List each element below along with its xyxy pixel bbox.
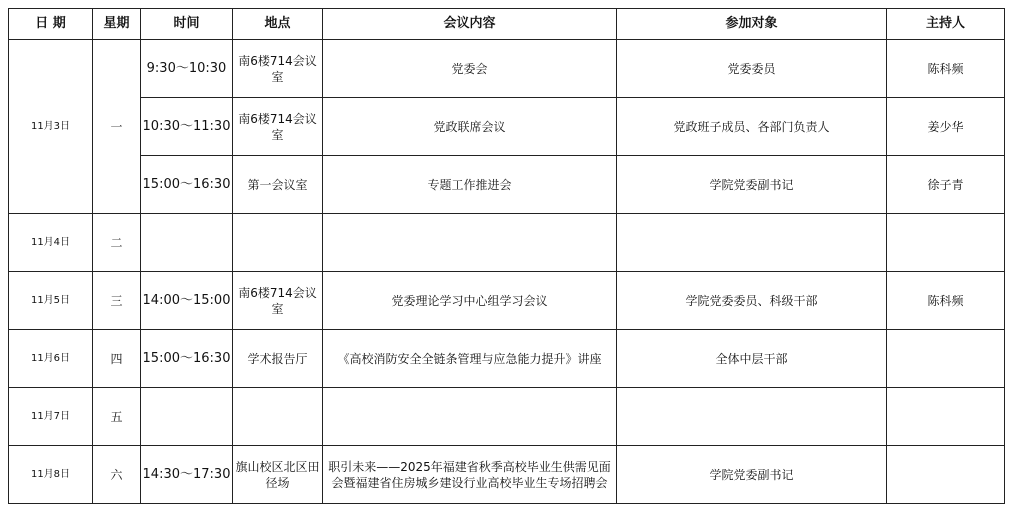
time-cell: 9:30～10:30 bbox=[141, 40, 233, 98]
participants-cell: 学院党委副书记 bbox=[617, 156, 887, 214]
host-cell bbox=[887, 388, 1005, 446]
participants-cell: 党政班子成员、各部门负责人 bbox=[617, 98, 887, 156]
location-cell: 旗山校区北区田径场 bbox=[233, 446, 323, 504]
table-row bbox=[9, 446, 1005, 504]
table-row bbox=[9, 272, 1005, 330]
header-time: 时间 bbox=[141, 9, 233, 40]
table-row bbox=[9, 98, 1005, 156]
header-weekday: 星期 bbox=[93, 9, 141, 40]
participants-cell: 学院党委副书记 bbox=[617, 446, 887, 504]
weekday-cell: 四 bbox=[93, 330, 141, 388]
host-cell bbox=[887, 214, 1005, 272]
host-cell: 姜少华 bbox=[887, 98, 1005, 156]
location-cell bbox=[233, 214, 323, 272]
host-cell: 陈科频 bbox=[887, 40, 1005, 98]
time-cell: 15:00～16:30 bbox=[141, 156, 233, 214]
time-cell bbox=[141, 388, 233, 446]
weekday-cell: 五 bbox=[93, 388, 141, 446]
content-cell: 党委会 bbox=[323, 40, 617, 98]
weekday-cell: 六 bbox=[93, 446, 141, 504]
content-cell: 党政联席会议 bbox=[323, 98, 617, 156]
host-cell bbox=[887, 330, 1005, 388]
date-cell: 11月8日 bbox=[9, 446, 93, 504]
table-row bbox=[9, 330, 1005, 388]
location-cell bbox=[233, 388, 323, 446]
header-participants: 参加对象 bbox=[617, 9, 887, 40]
content-cell: 专题工作推进会 bbox=[323, 156, 617, 214]
header-row bbox=[9, 9, 1005, 40]
content-cell bbox=[323, 388, 617, 446]
header-location: 地点 bbox=[233, 9, 323, 40]
content-cell: 职引未来——2025年福建省秋季高校毕业生供需见面会暨福建省住房城乡建设行业高校毕业生专场招聘会 bbox=[323, 446, 617, 504]
header-date: 日 期 bbox=[9, 9, 93, 40]
time-cell bbox=[141, 214, 233, 272]
content-cell bbox=[323, 214, 617, 272]
host-cell bbox=[887, 446, 1005, 504]
date-cell: 11月7日 bbox=[9, 388, 93, 446]
time-cell: 15:00～16:30 bbox=[141, 330, 233, 388]
date-cell: 11月3日 bbox=[9, 40, 93, 214]
table-row bbox=[9, 388, 1005, 446]
location-cell: 南6楼714会议室 bbox=[233, 40, 323, 98]
participants-cell bbox=[617, 388, 887, 446]
table-row bbox=[9, 214, 1005, 272]
date-cell: 11月5日 bbox=[9, 272, 93, 330]
date-cell: 11月6日 bbox=[9, 330, 93, 388]
time-cell: 14:30～17:30 bbox=[141, 446, 233, 504]
location-cell: 南6楼714会议室 bbox=[233, 98, 323, 156]
host-cell: 陈科频 bbox=[887, 272, 1005, 330]
host-cell: 徐子青 bbox=[887, 156, 1005, 214]
participants-cell: 党委委员 bbox=[617, 40, 887, 98]
header-host: 主持人 bbox=[887, 9, 1005, 40]
header-content: 会议内容 bbox=[323, 9, 617, 40]
participants-cell: 全体中层干部 bbox=[617, 330, 887, 388]
content-cell: 《高校消防安全全链条管理与应急能力提升》讲座 bbox=[323, 330, 617, 388]
participants-cell bbox=[617, 214, 887, 272]
weekday-cell: 三 bbox=[93, 272, 141, 330]
location-cell: 南6楼714会议室 bbox=[233, 272, 323, 330]
table-row bbox=[9, 156, 1005, 214]
date-cell: 11月4日 bbox=[9, 214, 93, 272]
participants-cell: 学院党委委员、科级干部 bbox=[617, 272, 887, 330]
meeting-schedule-table bbox=[8, 8, 1005, 504]
weekday-cell: 一 bbox=[93, 40, 141, 214]
time-cell: 10:30～11:30 bbox=[141, 98, 233, 156]
table-row bbox=[9, 40, 1005, 98]
time-cell: 14:00～15:00 bbox=[141, 272, 233, 330]
location-cell: 第一会议室 bbox=[233, 156, 323, 214]
location-cell: 学术报告厅 bbox=[233, 330, 323, 388]
weekday-cell: 二 bbox=[93, 214, 141, 272]
content-cell: 党委理论学习中心组学习会议 bbox=[323, 272, 617, 330]
